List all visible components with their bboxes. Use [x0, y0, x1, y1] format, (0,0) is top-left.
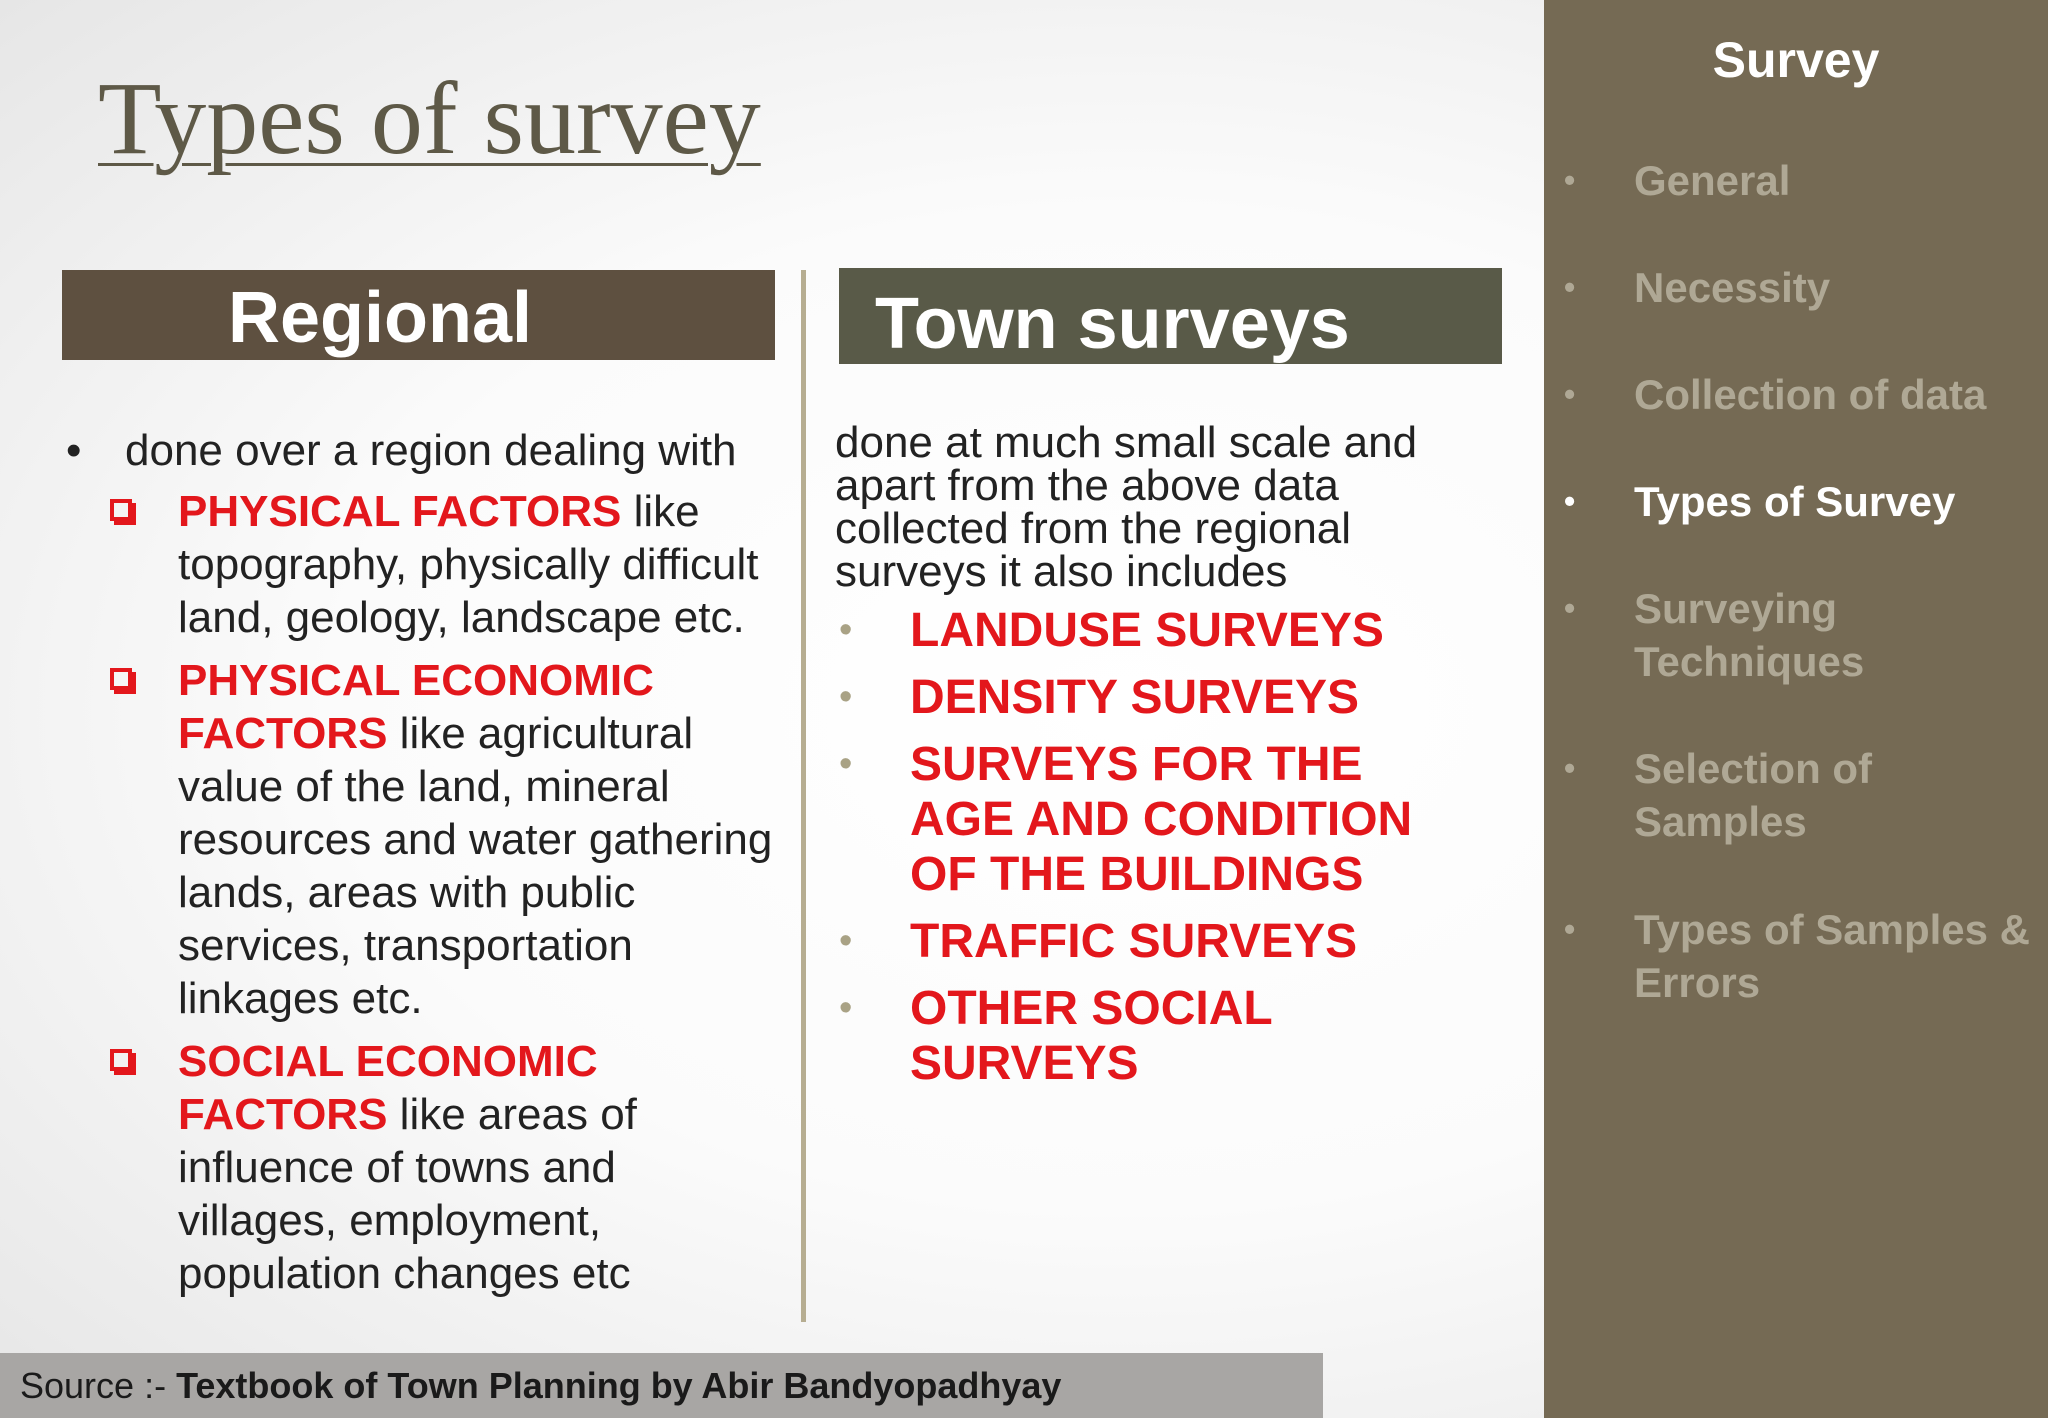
regional-content [62, 424, 782, 1310]
factor-item [62, 485, 782, 644]
bullet-icon: • [1564, 162, 1576, 198]
slide-title: Types of survey [98, 61, 761, 176]
factor-text: like topography, physically difficult land, geology, landscape etc. [178, 487, 759, 642]
source-text: Textbook of Town Planning by Abir Bandyopadhyay [176, 1365, 1062, 1406]
town-survey-label: TRAFFIC SURVEYS [910, 915, 1358, 968]
bullet-icon: • [66, 426, 82, 475]
factor-text: like areas of influence of towns and villages, employment, population changes etc [178, 1090, 637, 1298]
town-survey-item [835, 914, 1475, 969]
town-survey-item [835, 737, 1475, 902]
bullet-icon: • [1564, 483, 1576, 519]
bullet-icon: • [1564, 376, 1576, 412]
sidebar-item-label: Selection of Samples [1634, 745, 1873, 845]
town-survey-item [835, 670, 1475, 725]
bullet-icon: • [839, 676, 853, 718]
sidebar-item-label: Collection of data [1634, 371, 1987, 418]
town-survey-item [835, 603, 1475, 658]
sidebar-item-label: Types of Survey [1634, 478, 1956, 525]
bullet-icon: • [839, 920, 853, 962]
sidebar-item-label: General [1634, 157, 1791, 204]
source-prefix: Source :- [20, 1365, 177, 1406]
town-survey-label: DENSITY SURVEYS [910, 671, 1360, 724]
bullet-icon: • [839, 743, 853, 785]
checkbox-bullet-icon [110, 1049, 132, 1071]
factor-label: PHYSICAL ECONOMIC FACTORS [178, 656, 654, 758]
town-content [835, 418, 1475, 1103]
regional-intro-text: done over a region dealing with [125, 426, 737, 475]
factor-label: SOCIAL ECONOMIC FACTORS [178, 1037, 598, 1139]
sidebar-item-label: Surveying Techniques [1634, 585, 1865, 685]
town-survey-item [835, 981, 1475, 1091]
sidebar [1544, 0, 2048, 1418]
town-survey-label: LANDUSE SURVEYS [910, 604, 1384, 657]
sidebar-item-label: Necessity [1634, 264, 1831, 311]
bullet-icon: • [1564, 911, 1576, 947]
bullet-icon: • [1564, 750, 1576, 786]
town-survey-label: SURVEYS FOR THE AGE AND CONDITION OF THE BUILDINGS [910, 738, 1413, 901]
column-divider [801, 270, 806, 1322]
bullet-icon: • [1564, 590, 1576, 626]
regional-intro [62, 424, 782, 477]
factor-label: PHYSICAL FACTORS [178, 487, 622, 536]
factor-text: like agricultural value of the land, mineral resources and water gathering lands, areas with public services, transportation linkages etc. [178, 709, 773, 1023]
bullet-icon: • [1564, 269, 1576, 305]
factor-item [62, 1035, 782, 1300]
town-survey-label: OTHER SOCIAL SURVEYS [910, 982, 1272, 1090]
regional-header: Regional [62, 270, 775, 360]
sidebar-item-label: Types of Samples & Errors [1634, 906, 2031, 1006]
factor-item [62, 654, 782, 1025]
checkbox-bullet-icon [110, 499, 132, 521]
source-footer [0, 1353, 1323, 1418]
town-intro: done at much small scale and apart from the above data collected from the regional surveys it also includes [835, 418, 1418, 596]
town-surveys-header: Town surveys [839, 268, 1502, 364]
bullet-icon: • [839, 609, 853, 651]
checkbox-bullet-icon [110, 668, 132, 690]
sidebar-title: Survey [1712, 32, 1880, 88]
bullet-icon: • [839, 987, 853, 1029]
